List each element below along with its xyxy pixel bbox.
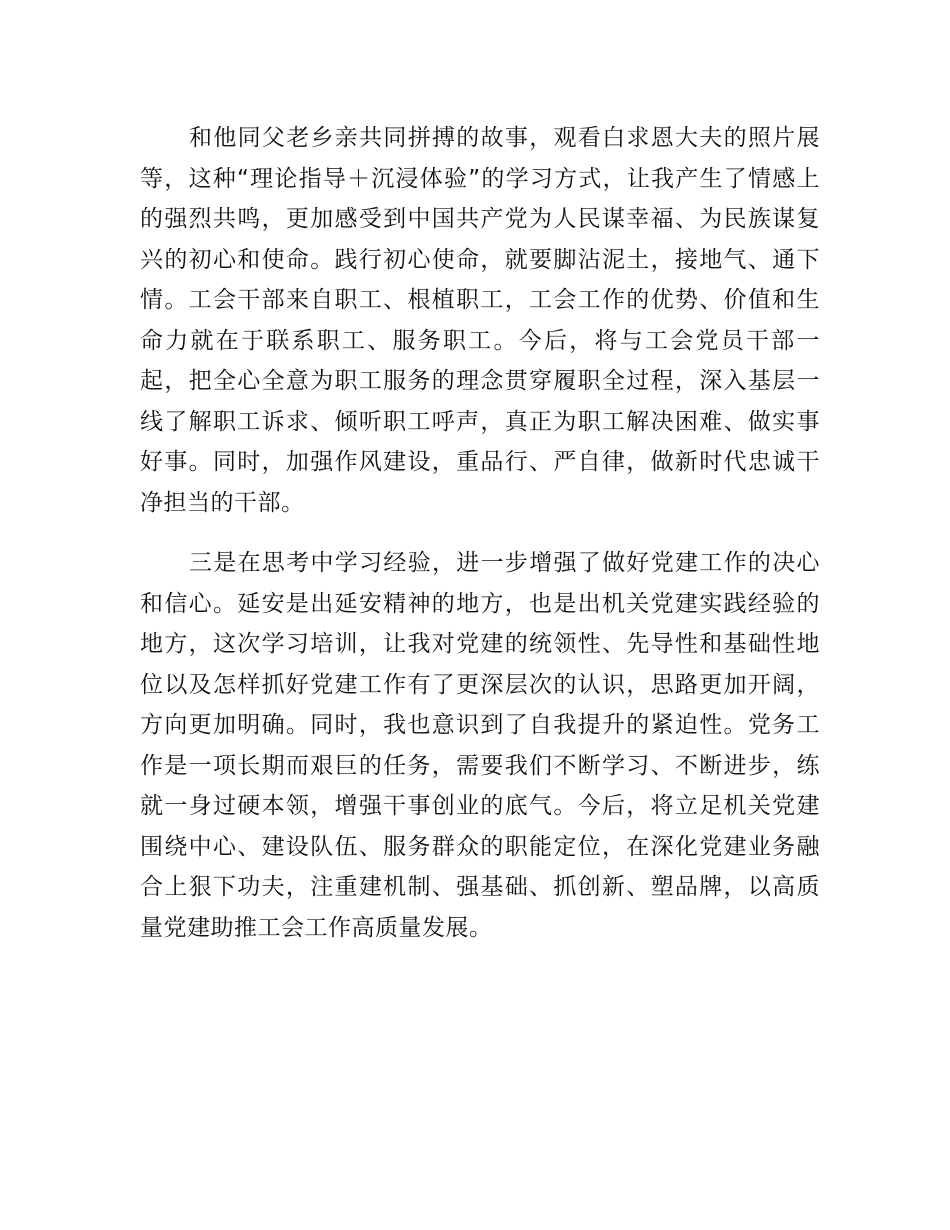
paragraph-1: 和他同父老乡亲共同拼搏的故事，观看白求恩大夫的照片展等，这种“理论指导＋沉浸体验”的学习方式，让我产生了情感上的强烈共鸣，更加感受到中国共产党为人民谋幸福、为民族谋复兴的初心和使命。践行初心使命，就要脚沾泥土，接地气、通下情。工会干部来自职工、根植职工，工会工作的优势、价值和生命力就在于联系职工、服务职工。今后，将与工会党员干部一起，把全心全意为职工服务的理念贯穿履职全过程，深入基层一线了解职工诉求、倾听职工呼声，真正为职工解决困难、做实事好事。同时，加强作风建设，重品行、严自律，做新时代忠诚干净担当的干部。 — [140, 125, 820, 516]
document-page — [140, 118, 820, 948]
paragraph-2: 三是在思考中学习经验，进一步增强了做好党建工作的决心和信心。延安是出延安精神的地方，也是出机关党建实践经验的地方，这次学习培训，让我对党建的统领性、先导性和基础性地位以及怎样抓好党建工作有了更深层次的认识，思路更加开阔，方向更加明确。同时，我也意识到了自我提升的紧迫性。党务工作是一项长期而艰巨的任务，需要我们不断学习、不断进步，练就一身过硬本领，增强干事创业的底气。今后，将立足机关党建围绕中心、建设队伍、服务群众的职能定位，在深化党建业务融合上狠下功夫，注重建机制、强基础、抓创新、塑品牌，以高质量党建助推工会工作高质量发展。 — [140, 550, 820, 941]
